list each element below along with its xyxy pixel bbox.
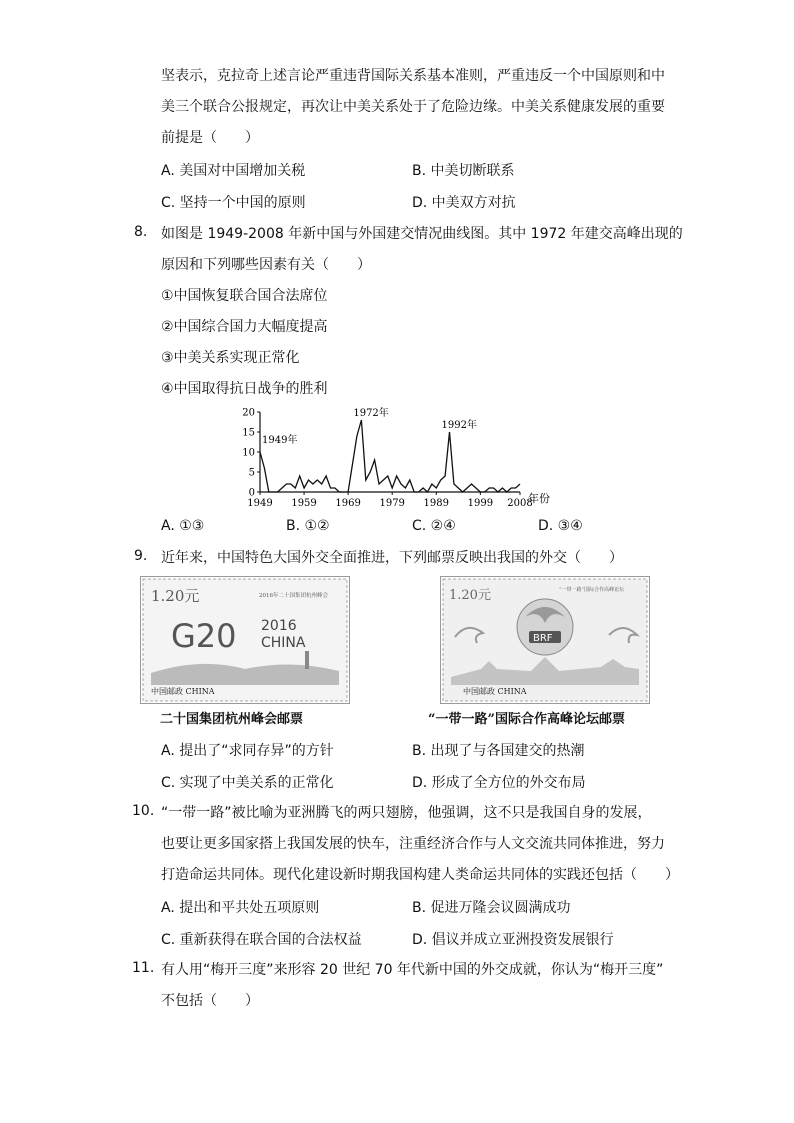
peak-annotation: 1972年 xyxy=(353,408,389,419)
q7-option-a[interactable]: A. 美国对中国增加关税 xyxy=(161,163,306,179)
q9-option-b[interactable]: B. 出现了与各国建交的热潮 xyxy=(412,743,585,759)
brf-logo-text: BRF xyxy=(533,633,553,644)
q7-option-c[interactable]: C. 坚持一个中国的原则 xyxy=(161,195,306,211)
stamp2-caption: “一带一路”国际合作高峰论坛邮票 xyxy=(428,712,625,727)
q8-item-1: ①中国恢复联合国合法席位 xyxy=(161,288,328,304)
series-line xyxy=(260,420,520,492)
q8-stem-line-2: 原因和下列哪些因素有关（ ） xyxy=(161,257,371,273)
q7-stem-line-3: 前提是（ ） xyxy=(161,130,259,146)
y-tick-label: 15 xyxy=(242,427,255,439)
q8-number: 8. xyxy=(134,224,148,240)
q8-item-4: ④中国取得抗日战争的胜利 xyxy=(161,381,328,397)
q11-number: 11. xyxy=(132,960,155,976)
q7-option-d[interactable]: D. 中美双方对抗 xyxy=(412,195,516,211)
q8-option-b[interactable]: B. ①② xyxy=(286,518,330,534)
x-tick-label: 2008 xyxy=(507,498,533,508)
q9-stem: 近年来，中国特色大国外交全面推进，下列邮票反映出我国的外交（ ） xyxy=(161,550,623,566)
stamp2-value: 1.20元 xyxy=(449,588,491,603)
q10-stem-line-3: 打造命运共同体。现代化建设新时期我国构建人类命运共同体的实践还包括（ ） xyxy=(161,867,679,883)
belt-road-forum-stamp xyxy=(440,576,650,704)
q10-option-c[interactable]: C. 重新获得在联合国的合法权益 xyxy=(161,932,362,948)
q8-item-2: ②中国综合国力大幅度提高 xyxy=(161,319,328,335)
stamp2-postmark: 中国邮政 CHINA xyxy=(463,687,527,696)
q9-number: 9. xyxy=(134,548,148,564)
stamp1-value: 1.20元 xyxy=(151,587,200,605)
y-tick-label: 20 xyxy=(242,407,255,419)
x-tick-label: 1999 xyxy=(467,498,494,508)
y-tick-label: 0 xyxy=(248,487,255,499)
q9-option-a[interactable]: A. 提出了“求同存异”的方针 xyxy=(161,743,334,759)
diplomatic-relations-line-chart xyxy=(236,404,566,508)
y-tick-label: 5 xyxy=(248,467,255,479)
g20-logo-year: 2016 xyxy=(261,618,297,634)
q10-stem-line-2: 也要让更多国家搭上我国发展的快车，注重经济合作与人文交流共同体推进，努力 xyxy=(161,836,665,852)
x-tick-label: 1969 xyxy=(335,498,361,508)
g20-logo-country: CHINA xyxy=(261,635,306,651)
peak-annotation: 1949年 xyxy=(262,435,298,446)
q8-option-d[interactable]: D. ③④ xyxy=(538,518,583,534)
stamp1-header: 2016年二十国集团杭州峰会 xyxy=(259,593,328,599)
q8-item-3: ③中美关系实现正常化 xyxy=(161,350,300,366)
q10-option-a[interactable]: A. 提出和平共处五项原则 xyxy=(161,900,320,916)
y-tick-label: 10 xyxy=(242,447,255,459)
q8-option-c[interactable]: C. ②④ xyxy=(412,518,456,534)
x-tick-label: 1979 xyxy=(379,498,405,508)
x-axis-label: 年份 xyxy=(528,492,550,505)
pagoda xyxy=(305,651,309,669)
q7-option-b[interactable]: B. 中美切断联系 xyxy=(412,163,515,179)
peak-annotation: 1992年 xyxy=(441,420,477,431)
q9-option-d[interactable]: D. 形成了全方位的外交布局 xyxy=(412,775,586,791)
q10-option-b[interactable]: B. 促进万隆会议圆满成功 xyxy=(412,900,571,916)
q10-number: 10. xyxy=(132,803,155,819)
q8-stem-line-1: 如图是 1949-2008 年新中国与外国建交情况曲线图。其中 1972 年建交高峰出现的 xyxy=(161,226,683,242)
q10-stem-line-1: “一带一路”被比喻为亚洲腾飞的两只翅膀，他强调，这不只是我国自身的发展， xyxy=(161,805,652,821)
stamp1-postmark: 中国邮政 CHINA xyxy=(151,687,215,696)
x-tick-label: 1989 xyxy=(423,498,449,508)
q10-option-d[interactable]: D. 倡议并成立亚洲投资发展银行 xyxy=(412,932,614,948)
stamp1-caption: 二十国集团杭州峰会邮票 xyxy=(160,712,304,727)
g20-summit-stamp xyxy=(140,576,350,704)
q7-stem-line-2: 美三个联合公报规定，再次让中美关系处于了危险边缘。中美关系健康发展的重要 xyxy=(161,99,665,115)
x-tick-label: 1959 xyxy=(291,498,317,508)
q7-stem-line-1: 坚表示，克拉奇上述言论严重违背国际关系基本准则，严重违反一个中国原则和中 xyxy=(161,68,665,84)
g20-logo-text: G20 xyxy=(171,617,237,655)
q9-option-c[interactable]: C. 实现了中美关系的正常化 xyxy=(161,775,334,791)
q8-option-a[interactable]: A. ①③ xyxy=(161,518,205,534)
q11-stem-line-2: 不包括（ ） xyxy=(161,993,259,1009)
q11-stem-line-1: 有人用“梅开三度”来形容 20 世纪 70 年代新中国的外交成就，你认为“梅开三度” xyxy=(161,962,664,978)
stamp2-header: “一带一路”国际合作高峰论坛 xyxy=(559,587,625,593)
x-tick-label: 1949 xyxy=(247,498,273,508)
